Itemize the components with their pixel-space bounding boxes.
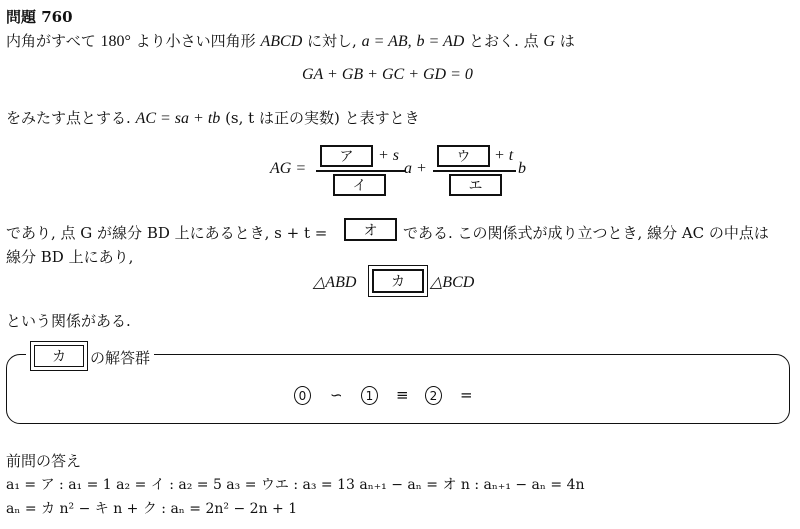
quad-name: ABCD <box>260 33 303 50</box>
line-2 <box>6 107 420 128</box>
problem-title: 問題 760 <box>6 8 73 26</box>
answer-box-a[interactable]: ア <box>320 145 373 167</box>
answer-box-e[interactable]: エ <box>449 174 502 196</box>
fraction-bar-1 <box>316 170 406 172</box>
line-5: という関係がある. <box>6 312 131 330</box>
def-a: a = AB, <box>361 33 412 50</box>
choice-1-number[interactable]: 1 <box>361 386 378 405</box>
intro-line <box>6 30 575 51</box>
answer-group-box-ka: カ <box>34 345 84 367</box>
line-4: 線分 BD 上にあり, <box>6 248 134 266</box>
choice-0-number[interactable]: 0 <box>294 386 311 405</box>
previous-line-2: aₙ = カ n² − キ n + ク : aₙ = 2n² − 2n + 1 <box>6 501 298 517</box>
plus-s: + s <box>378 147 400 164</box>
plus-t: + t <box>494 147 514 164</box>
triangle-abd: △ABD <box>313 274 357 291</box>
answer-box-u[interactable]: ウ <box>437 145 490 167</box>
line2-text-a: をみたす点とする. <box>6 109 131 127</box>
point-g: G <box>543 33 555 50</box>
answer-box-ka[interactable]: カ <box>372 269 424 293</box>
intro-text-5: は <box>559 32 575 50</box>
previous-line-1: a₁ = ア : a₁ = 1 a₂ = イ : a₂ = 5 a₃ = ウエ : a₃ = 13 aₙ₊₁ − aₙ = オ n : aₙ₊₁ − aₙ = 4n <box>6 477 585 493</box>
intro-text-2: より小さい四角形 <box>135 32 256 50</box>
b-vec: b <box>518 160 526 177</box>
answer-group-label: の解答群 <box>90 349 151 367</box>
fraction-bar-2 <box>433 170 516 172</box>
def-b: b = AD <box>416 33 465 50</box>
a-vec-plus: a + <box>404 160 427 177</box>
equation-centroid: GA + GB + GC + GD = 0 <box>302 66 473 83</box>
ag-lhs: AG = <box>270 160 307 177</box>
line-3-left: であり, 点 G が線分 BD 上にあるとき, s + t = <box>6 224 328 242</box>
ac-expression: AC = sa + tb <box>135 110 221 127</box>
choice-1-symbol: ≡ <box>396 386 409 404</box>
intro-text-1: 内角がすべて <box>6 32 96 50</box>
previous-heading: 前問の答え <box>6 452 82 470</box>
choice-0-symbol: ∽ <box>330 386 343 404</box>
answer-box-i[interactable]: イ <box>333 174 386 196</box>
choice-2-symbol: = <box>460 386 473 404</box>
intro-text-3: に対し, <box>307 32 357 50</box>
choice-2-number[interactable]: 2 <box>425 386 442 405</box>
intro-text-4: とおく. 点 <box>469 32 539 50</box>
answer-box-o[interactable]: オ <box>344 218 397 241</box>
triangle-bcd: △BCD <box>430 274 475 291</box>
line-3-right: である. この関係式が成り立つとき, 線分 AC の中点は <box>403 224 769 242</box>
line2-text-b: (s, t は正の実数) と表すとき <box>225 109 420 127</box>
angle-value: 180° <box>100 33 131 50</box>
